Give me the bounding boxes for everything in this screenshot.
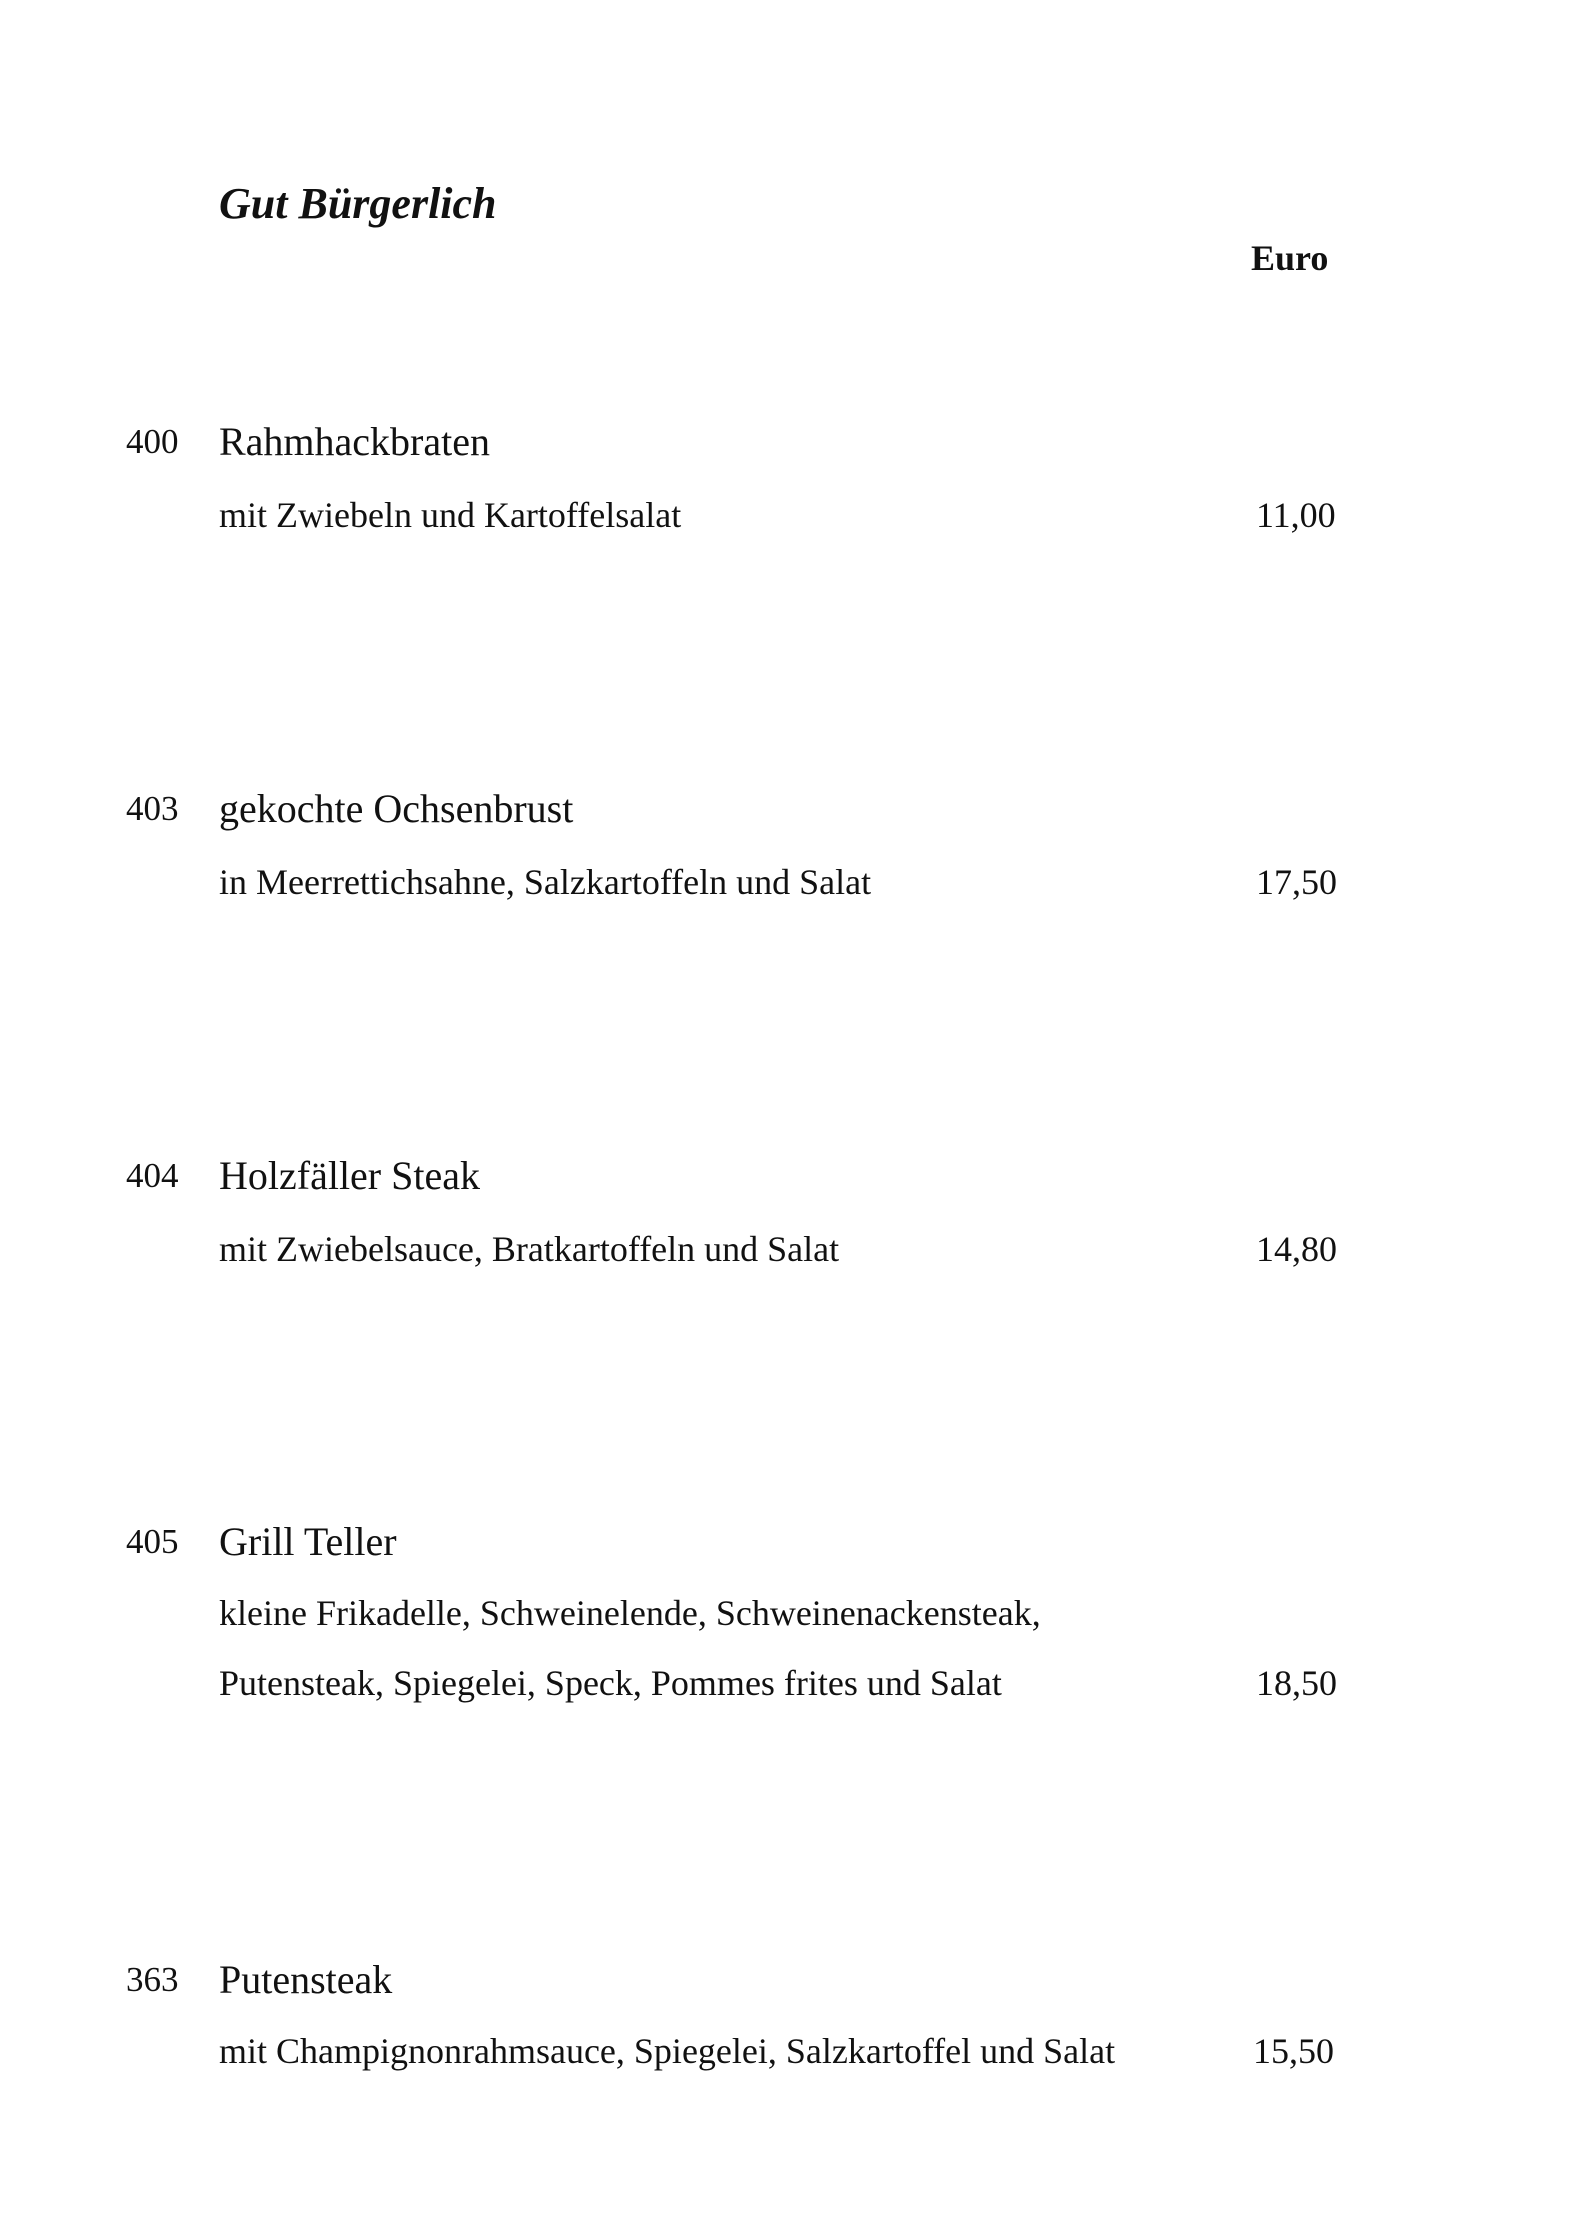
item-description-line: kleine Frikadelle, Schweinelende, Schweinenackensteak, xyxy=(219,1593,1041,1633)
item-name: Putensteak xyxy=(219,1957,393,2002)
item-name: Holzfäller Steak xyxy=(219,1153,480,1198)
item-description: mit Zwiebelsauce, Bratkartoffeln und Salat xyxy=(219,1229,840,1269)
item-name: Grill Teller xyxy=(219,1519,397,1564)
item-number: 405 xyxy=(126,1522,179,1561)
page-title: Gut Bürgerlich xyxy=(219,179,497,228)
item-name: gekochte Ochsenbrust xyxy=(219,786,574,831)
item-price: 18,50 xyxy=(1256,1663,1337,1703)
item-price: 17,50 xyxy=(1256,862,1337,902)
item-description-line: Putensteak, Spiegelei, Speck, Pommes frites und Salat xyxy=(219,1663,1002,1703)
item-price: 14,80 xyxy=(1256,1229,1337,1269)
item-number: 403 xyxy=(126,789,179,828)
currency-column-header: Euro xyxy=(1251,238,1329,278)
item-number: 404 xyxy=(126,1156,179,1195)
item-price: 15,50 xyxy=(1253,2031,1334,2071)
item-number: 400 xyxy=(126,422,179,461)
item-name: Rahmhackbraten xyxy=(219,419,490,464)
item-description: mit Zwiebeln und Kartoffelsalat xyxy=(219,495,682,535)
item-number: 363 xyxy=(126,1960,179,1999)
item-description: mit Champignonrahmsauce, Spiegelei, Salzkartoffel und Salat xyxy=(219,2031,1116,2071)
item-description: in Meerrettichsahne, Salzkartoffeln und Salat xyxy=(219,862,872,902)
item-price: 11,00 xyxy=(1256,495,1336,535)
